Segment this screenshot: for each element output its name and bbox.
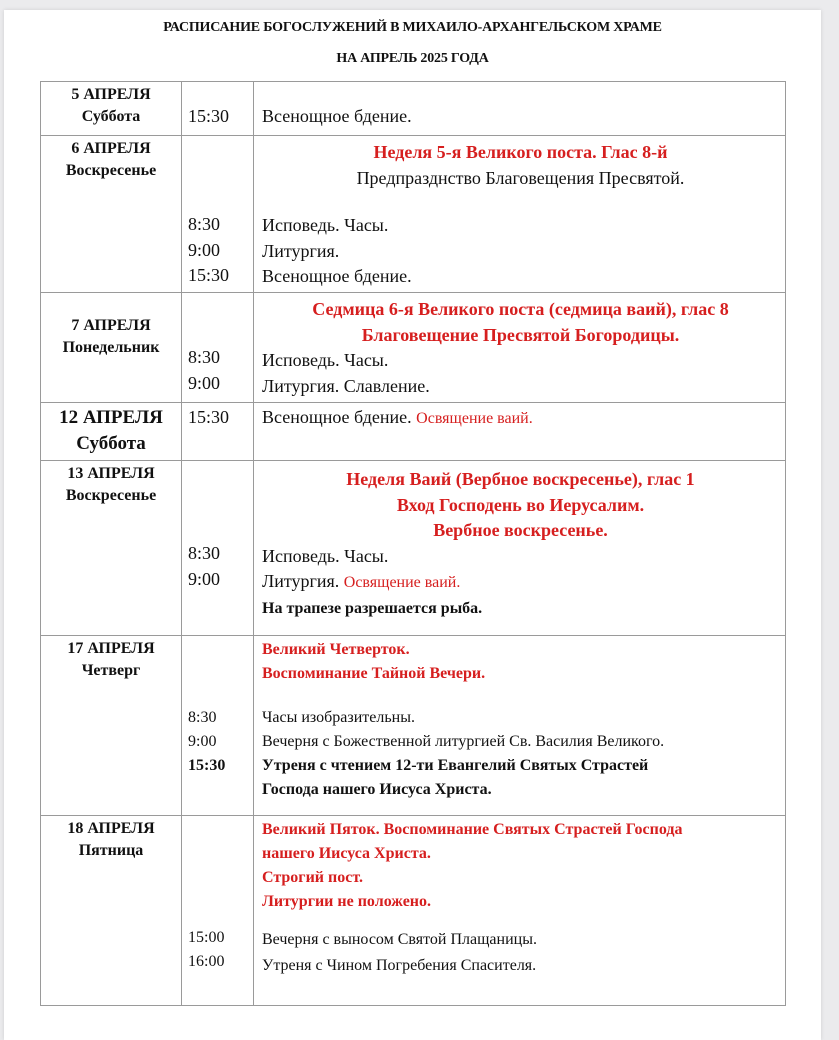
table-row [41,816,786,1006]
service-time: 9:00 [188,239,221,260]
feast-heading: Седмица 6-я Великого поста (седмица ваий), глас 8 [312,299,729,319]
date-label: 13 АПРЕЛЯ [67,465,155,482]
table-row [41,293,786,403]
date-cell [41,136,182,293]
service-name: Исповедь. Часы. [262,215,389,235]
document-page [4,10,821,1040]
service-time: 8:30 [188,709,217,726]
service-name: Господа нашего Иисуса Христа. [262,781,492,798]
weekday-label: Понедельник [62,339,160,356]
table-row [41,136,786,293]
feast-heading: Воспоминание Тайной Вечери. [262,665,486,682]
date-label: 17 АПРЕЛЯ [67,640,155,657]
date-cell [41,82,182,136]
weekday-label: Суббота [81,108,141,125]
weekday-label: Четверг [81,662,141,679]
date-cell [41,293,182,403]
service-name: Всенощное бдение. [262,106,412,126]
document-title: РАСПИСАНИЕ БОГОСЛУЖЕНИЙ В МИХАИЛО-АРХАНГЕЛЬСКОМ ХРАМЕ [163,20,662,35]
table-row [41,82,786,136]
time-cell [182,461,254,636]
service-time: 9:00 [188,568,221,589]
weekday-label: Воскресенье [65,162,157,179]
service-name: Часы изобразительны. [262,709,415,726]
description-cell [254,82,786,136]
service-time: 8:30 [188,214,221,234]
table-row [41,403,786,461]
date-cell [41,461,182,636]
service-name: Всенощное бдение. [262,266,412,286]
service-name: Литургия. [262,571,340,591]
service-time: 15:30 [188,757,226,774]
description-cell [254,293,786,403]
document-subtitle: НА АПРЕЛЬ 2025 ГОДА [336,51,489,66]
feast-heading: Вербное воскресенье. [433,520,608,540]
feast-heading: Благовещение Пресвятой Богородицы. [361,324,680,345]
service-note: Освящение ваий. [416,410,533,427]
description-cell [254,403,786,461]
service-time: 15:30 [188,106,230,126]
time-cell [182,816,254,1006]
meal-note: На трапезе разрешается рыба. [262,599,483,617]
table-row [41,636,786,816]
description-cell [254,461,786,636]
service-time: 16:00 [188,953,225,970]
description-cell [254,136,786,293]
weekday-label: Суббота [76,433,146,454]
service-time: 8:30 [188,543,221,563]
service-name: Вечерня с Божественной литургией Св. Василия Великого. [262,733,665,750]
service-name: Литургия. [262,240,340,261]
description-cell [254,636,786,816]
feast-heading: Вход Господень во Иерусалим. [396,494,645,515]
date-cell [41,403,182,461]
feast-heading: Неделя 5-я Великого поста. Глас 8-й [373,142,668,162]
time-cell [182,82,254,136]
service-name: Вечерня с выносом Святой Плащаницы. [262,931,537,948]
date-cell [41,636,182,816]
service-time: 9:00 [188,733,217,750]
liturgy-note: Литургии не положено. [262,893,432,910]
service-time: 8:30 [188,347,221,367]
date-label: 12 АПРЕЛЯ [59,407,163,428]
time-cell [182,136,254,293]
weekday-label: Пятница [78,842,144,859]
date-label: 5 АПРЕЛЯ [71,86,151,103]
service-name: Утреня с Чином Погребения Спасителя. [262,957,537,974]
feast-heading: Неделя Ваий (Вербное воскресенье), глас 1 [346,469,695,489]
time-cell [182,636,254,816]
fasting-note: Строгий пост. [262,869,363,886]
schedule-table [40,81,786,1006]
service-name: Всенощное бдение. [262,407,412,427]
feast-heading: Великий Пяток. Воспоминание Святых Страстей Господа [262,821,683,838]
service-time: 9:00 [188,372,221,393]
service-time: 15:30 [188,265,230,285]
time-cell [182,293,254,403]
date-label: 6 АПРЕЛЯ [71,140,151,157]
service-name: Утреня с чтением 12-ти Евангелий Святых Страстей [262,757,649,774]
description-cell [254,816,786,1006]
weekday-label: Воскресенье [65,487,157,504]
feast-heading: Великий Четверток. [262,641,410,658]
date-label: 18 АПРЕЛЯ [67,820,155,837]
service-name: Исповедь. Часы. [262,545,389,566]
table-row [41,461,786,636]
service-time: 15:00 [188,929,225,946]
service-note: Освящение ваий. [343,574,461,591]
date-cell [41,816,182,1006]
feast-heading: нашего Иисуса Христа. [262,845,431,862]
service-time: 15:30 [188,407,230,427]
date-label: 7 АПРЕЛЯ [71,317,151,334]
service-name: Исповедь. Часы. [262,350,389,370]
service-name: Литургия. Славление. [262,375,430,396]
time-cell [182,403,254,461]
feast-subheading: Предпразднство Благовещения Пресвятой. [356,167,685,188]
